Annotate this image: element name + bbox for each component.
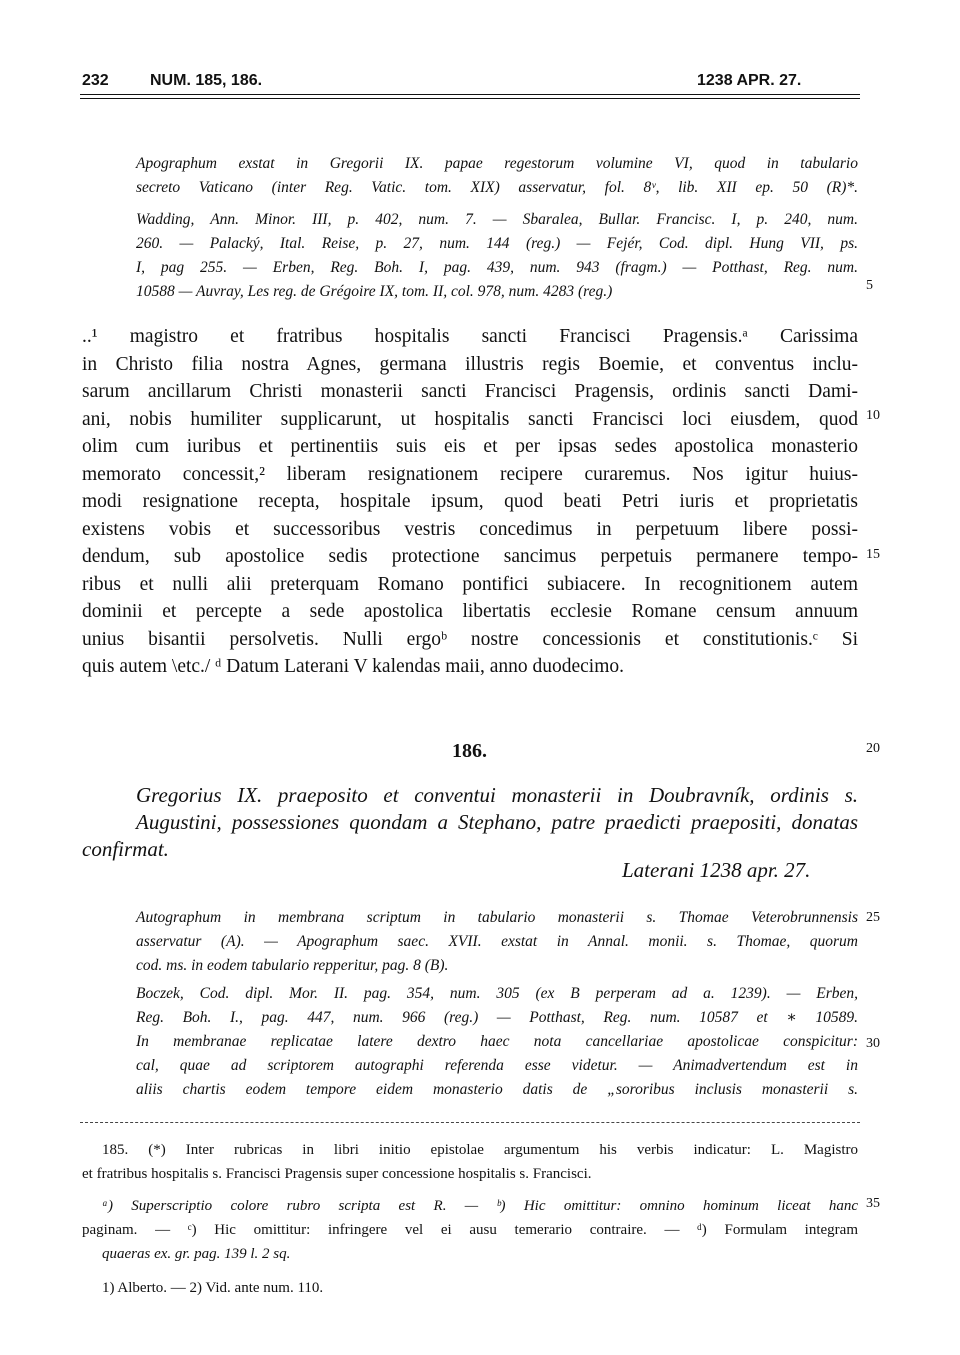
running-head-doc-numbers: NUM. 185, 186. [150,72,263,89]
line-number: 35 [866,1196,880,1211]
footnote-rule [80,1122,860,1123]
line-number: 5 [866,278,873,293]
text-line: memorato concessit,² liberam resignationem recipere curaremus. Nos igitur huius- [82,463,858,485]
apparatus-line: asservatur (A). — Apographum saec. XVII. exstat in Annal. monii. s. Thomae, quorum [136,933,858,950]
footnote-line: quaeras ex. gr. pag. 139 l. 2 sq. [102,1246,291,1262]
apparatus-line: secreto Vaticano (inter Reg. Vatic. tom. XIX) asservatur, fol. 8ᵛ, lib. XII ep. 50 (R)*. [136,179,858,196]
apparatus-line: Apographum exstat in Gregorii IX. papae regestorum volumine VI, quod in tabulario [136,155,858,172]
text-line: olim cum iuribus et pertinentiis suis eis et per ipsas sedes apostolica monasterio [82,436,858,457]
page-number: 232 [82,72,109,89]
text-line: unius bisantii persolvetis. Nulli ergoᵇ nostre concessionis et constitutionis.ᶜ Si [82,628,858,650]
footnote-line: et fratribus hospitalis s. Francisci Pragensis super concessione hospitalis s. Francisci. [82,1166,592,1182]
header-rule-top [80,94,860,95]
text-line: dominii et percepte a sede apostolica libertatis ecclesie Romane censum annuum [82,601,858,622]
line-number: 30 [866,1036,880,1051]
apparatus-line: I, pag 255. — Erben, Reg. Boh. I, pag. 439, num. 943 (fragm.) — Potthast, Reg. num. [136,259,858,276]
regest-line: Augustini, possessiones quondam a Stephano, patre praedicti praepositi, donatas [136,810,858,834]
apparatus-line: In membranae replicatae latere dextro haec nota cancellariae apostolicae conspicitur: [136,1033,858,1050]
footnote-line: 1) Alberto. — 2) Vid. ante num. 110. [102,1280,324,1296]
text-line: ..¹ magistro et fratribus hospitalis sancti Francisci Pragensis.ᵃ Carissima [82,326,858,347]
apparatus-line: Reg. Boh. I., pag. 447, num. 966 (reg.) — Potthast, Reg. num. 10587 et ∗ 10589. [136,1009,858,1026]
text-line: modi resignatione recepta, hospitale ipsum, quod beati Petri iuris et proprietatis [82,491,858,512]
apparatus-line: 10588 — Auvray, Les reg. de Grégoire IX, tom. II, col. 978, num. 4283 (reg.) [136,283,613,300]
doc186-place-date: Laterani 1238 apr. 27. [622,858,811,882]
doc186-apparatus [136,906,858,1102]
header-rule-bottom [80,98,860,99]
running-head-date: 1238 APR. 27. [697,72,802,89]
apparatus-line: 260. — Palacký, Ital. Reise, p. 27, num. 144 (reg.) — Fejér, Cod. dipl. Hung VII, ps. [136,235,858,252]
doc186-regest [82,782,858,863]
line-number: 15 [866,547,880,562]
footnote-line: paginam. — ᶜ) Hic omittitur: infringere vel ei ausu temerario contraire. — ᵈ) Formulam integram [82,1222,858,1238]
text-line: in Christo filia nostra Agnes, germana illustris regis Boemie, et conventus inclu- [82,353,858,375]
doc185-text [82,323,858,681]
text-line: sarum ancillarum Christi monasterii sancti Francisci Pragensis, ordinis sancti Dami- [82,381,858,402]
apparatus-line: Wadding, Ann. Minor. III, p. 402, num. 7. — Sbaralea, Bullar. Francisc. I, p. 240, num. [136,211,858,228]
text-line: dendum, sub apostolice sedis protectione sancimus perpetuis permanere tempo- [82,546,858,567]
footnotes [82,1138,858,1300]
text-line: ani, nobis humiliter supplicarunt, ut hospitalis sancti Francisci loci eiusdem, quod [82,408,858,430]
line-number: 25 [866,910,880,925]
doc186-number: 186. [452,740,487,762]
footnote-line: 185. (*) Inter rubricas in libri initio epistolae argumentum his verbis indicatur: L. Magistro [102,1142,858,1158]
apparatus-line: aliis chartis eodem tempore eidem monasterio datis de „sororibus inclusis monasterii s. [136,1081,858,1098]
text-line: existens vobis et successoribus vestris concedimus in perpetuum libere possi- [82,518,858,540]
apparatus-line: Autographum in membrana scriptum in tabulario monasterii s. Thomae Veterobrunnensis [136,909,858,926]
line-number: 20 [866,741,880,756]
line-number: 10 [866,408,880,423]
apparatus-line: cod. ms. in eodem tabulario repperitur, pag. 8 (B). [136,957,449,974]
apparatus-line: Boczek, Cod. dipl. Mor. II. pag. 354, num. 305 (ex B perperam ad a. 1239). — Erben, [136,985,858,1002]
doc185-apparatus [136,152,858,304]
text-line: quis autem \etc./ ᵈ Datum Laterani V kalendas maii, anno duodecimo. [82,656,624,677]
text-line: ribus et nulli alii preterquam Romano pontifici subiacere. In recognitionem autem [82,573,858,595]
regest-line: Gregorius IX. praeposito et conventui monasterii in Doubravník, ordinis s. [136,783,858,807]
regest-line: confirmat. [82,837,169,861]
apparatus-line: cal, quae ad scriptorem autographi referenda esse videtur. — Animadvertendum est in [136,1057,858,1074]
footnote-line: ᵃ) Superscriptio colore rubro scripta est R. — ᵇ) Hic omittitur: omnino hominum liceat hanc [102,1198,858,1214]
